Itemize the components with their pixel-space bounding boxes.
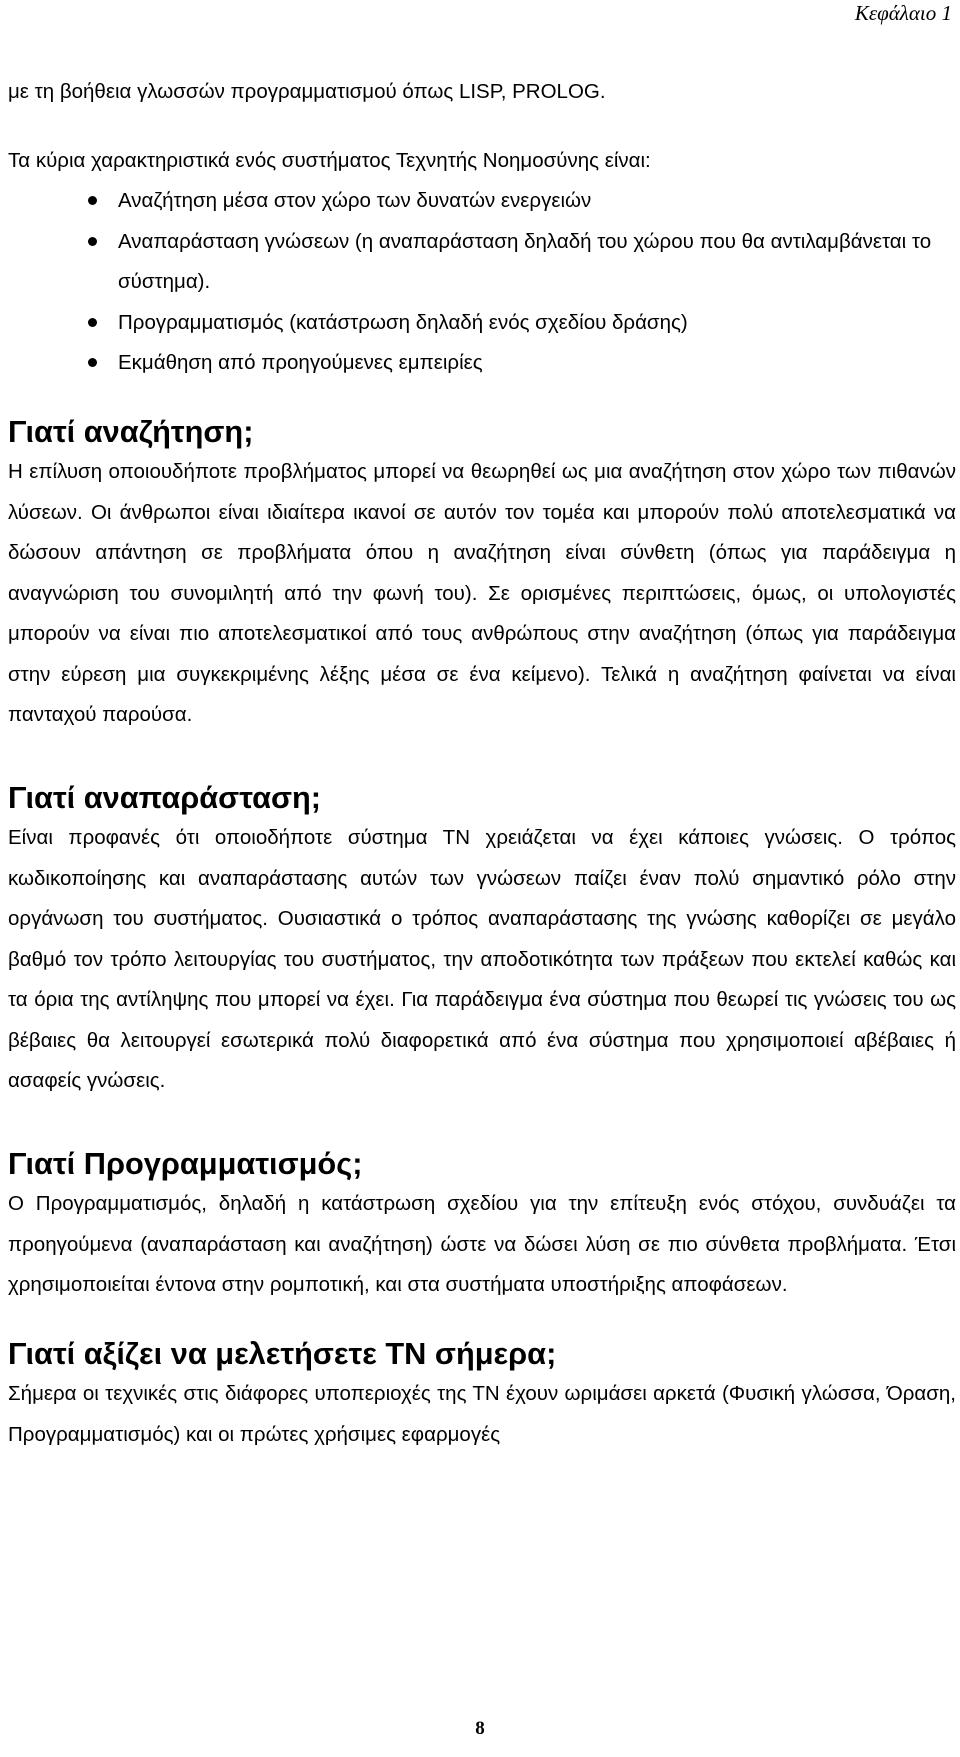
list-item-text: Εκμάθηση από προηγούμενες εμπειρίες bbox=[118, 351, 483, 374]
section-body-search: Η επίλυση οποιουδήποτε προβλήματος μπορεί να θεωρηθεί ως μια αναζήτηση στον χώρο των πιθανών λύσεων. Οι άνθρωποι είναι ιδιαίτερα ικανοί σε αυτόν τον τομέα και μπορούν πολύ αποτελεσματικά να δώσουν απάντηση σε προβλήματα όπου η αναζήτηση είναι σύνθετη (όπως για παράδειγμα η αναγνώριση του συνομιλητή από την φωνή του). Σε ορισμένες περιπτώσεις, όμως, οι υπολογιστές μπορούν να είναι πιο αποτελεσματικοί από τους ανθρώπους στην αναζήτηση (όπως για παράδειγμα στην εύρεση μια συγκεκριμένης λέξης μέσα σε ένα κείμενο). Τελικά η αναζήτηση φαίνεται να είναι πανταχού παρούσα. bbox=[8, 460, 956, 726]
section-heading-why-study: Γιατί αξίζει να μελετήσετε ΤΝ σήμερα; bbox=[8, 1335, 557, 1371]
bullet-icon bbox=[88, 196, 97, 205]
section-heading-representation: Γιατί αναπαράσταση; bbox=[8, 779, 322, 815]
chapter-label: Κεφάλαιο 1 bbox=[854, 1, 952, 25]
list-item-text: Προγραμματισμός (κατάστρωση δηλαδή ενός σχεδίου δράσης) bbox=[118, 310, 688, 334]
list-item-text: Αναζήτηση μέσα στον χώρο των δυνατών ενεργειών bbox=[118, 189, 592, 212]
list-item bbox=[8, 343, 956, 384]
list-item bbox=[8, 303, 956, 344]
spacer bbox=[8, 384, 956, 412]
features-list bbox=[8, 181, 956, 384]
bullet-icon bbox=[88, 358, 97, 367]
list-item-text: Αναπαράσταση γνώσεων (η αναπαράσταση δηλαδή του χώρου που θα αντιλαμβάνεται το σύστημα). bbox=[118, 229, 932, 293]
list-item bbox=[8, 222, 956, 303]
section-heading-search: Γιατί αναζήτηση; bbox=[8, 413, 254, 449]
running-header bbox=[855, 0, 952, 26]
section-heading-planning: Γιατί Προγραμματισμός; bbox=[8, 1145, 363, 1181]
spacer bbox=[8, 736, 956, 778]
intro-line: με τη βοήθεια γλωσσών προγραμματισμού όπως LISP, PROLOG. bbox=[8, 80, 606, 103]
list-item bbox=[8, 181, 956, 222]
section-body-planning: Ο Προγραμματισμός, δηλαδή η κατάστρωση σχεδίου για την επίτευξη ενός στόχου, συνδυάζει τα προηγούμενα (αναπαράσταση και αναζήτηση) ώστε να δώσει λύση σε πιο σύνθετα προβλήματα. Έτσι χρησιμοποιείται έντονα στην ρομποτική, και στα συστήματα υποστήριξης αποφάσεων. bbox=[8, 1192, 956, 1296]
spacer bbox=[8, 113, 956, 141]
bullet-icon bbox=[88, 237, 97, 246]
section-body-why-study: Σήμερα οι τεχνικές στις διάφορες υποπεριοχές της ΤΝ έχουν ωριμάσει αρκετά (Φυσική γλώσσα, Όραση, Προγραμματισμός) και οι πρώτες χρήσιμες εφαρμογές bbox=[8, 1382, 956, 1446]
page-number: 8 bbox=[475, 1718, 485, 1739]
spacer bbox=[8, 1306, 956, 1334]
features-lead: Τα κύρια χαρακτηριστικά ενός συστήματος Τεχνητής Νοημοσύνης είναι: bbox=[8, 148, 651, 172]
spacer bbox=[8, 1102, 956, 1144]
page-body bbox=[8, 72, 956, 1455]
bullet-icon bbox=[88, 318, 97, 327]
section-body-representation: Είναι προφανές ότι οποιοδήποτε σύστημα ΤΝ χρειάζεται να έχει κάποιες γνώσεις. Ο τρόπος κωδικοποίησης και αναπαράστασης αυτών των γνώσεων παίζει έναν πολύ σημαντικό ρόλο στην οργάνωση του συστήματος. Ουσιαστικά ο τρόπος αναπαράστασης της γνώσης καθορίζει σε μεγάλο βαθμό τον τρόπο λειτουργίας του συστήματος, την αποδοτικότητα των πράξεων που εκτελεί καθώς και τα όρια της αντίληψης που μπορεί να έχει. Για παράδειγμα ένα σύστημα που θεωρεί τις γνώσεις του ως βέβαιες θα λειτουργεί εσωτερικά πολύ διαφορετικά από ένα σύστημα που χρησιμοποιεί αβέβαιες ή ασαφείς γνώσεις. bbox=[8, 826, 956, 1092]
